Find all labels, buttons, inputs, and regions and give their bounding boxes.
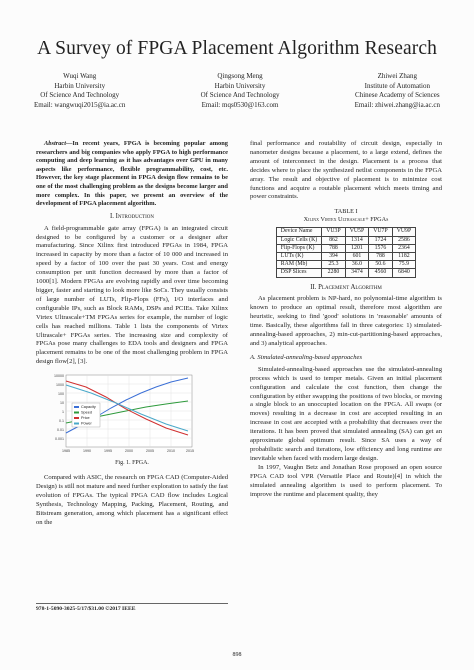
legend-label: Capacity	[81, 405, 96, 410]
author-2	[201, 72, 280, 110]
table-cell: DSP Slices	[276, 269, 321, 277]
table-cell: 3474	[345, 269, 369, 277]
table-cell: 6840	[392, 269, 416, 277]
subsection-heading-sa: A. Simulated-annealing-based approaches	[250, 353, 363, 361]
table-header-row	[276, 228, 415, 236]
author-3	[355, 72, 440, 110]
table-cell: 1576	[369, 244, 393, 252]
x-tick: 2015	[186, 449, 194, 454]
table-cell: 1724	[369, 236, 393, 244]
table-row	[276, 236, 415, 244]
np-hard-paragraph: As placement problem is NP-hard, no polynomial-time algorithm is known to produce an optimal result, therefore most algorithm are heuristic, seeking to find 'good' solutions in 'reasonable' amounts of time. Basically, these algorithms fall in three categories: 1) simulated-annealing-based approaches, 2) min-cut-partitioning-based approaches, and 3) analytical approaches.	[250, 295, 442, 347]
page-number: 898	[232, 652, 242, 658]
left-column	[36, 140, 228, 528]
table-header-cell: VU9P	[392, 228, 416, 236]
author-affiliation-2: Chinese Academy of Sciences	[355, 91, 440, 100]
table-cell: 1314	[345, 236, 369, 244]
y-tick: 1000	[56, 383, 64, 388]
virtex-table	[276, 227, 416, 277]
figure-caption: Fig. 1. FPGA.	[115, 460, 149, 467]
table-cell: 75.9	[392, 261, 416, 269]
author-name: Wuqi Wang	[63, 72, 97, 80]
x-tick: 1985	[62, 449, 70, 454]
author-affiliation-1: Harbin University	[54, 81, 106, 90]
table-header-cell: VU7P	[369, 228, 393, 236]
fpga-trend-figure	[36, 373, 228, 457]
legend-label: Price	[81, 416, 90, 421]
cad-paragraph: Compared with ASIC, the research on FPGA CAD (Computer-Aided Design) is still not mature and need further exploration to satisfy the fast evolution of FPGAs. The typical FPGA CAD flow includes Logical Synthesis, Technology Mapping, Packing, Placement, Routing, and Bitstream generation, among which placement has a significant effect on the	[36, 474, 228, 526]
author-affiliation-2: Of Science And Technology	[200, 91, 280, 100]
abstract-text: —In recent years, FPGA is becoming popular among researchers and big companies who apply FPGA to high performance computing and deep learning as it has advantages over GPU in many aspects like performance, flexible programmability, cost, etc. However, the key stage placement in FPGA design flow remains to be one of the most challenging problem as the designs become larger and more complex. In this paper, we present an overview of the development of FPGA placement algorithm.	[36, 140, 228, 208]
table-cell: 2364	[392, 244, 416, 252]
x-tick: 2010	[167, 449, 175, 454]
paper-title: A Survey of FPGA Placement Algorithm Research	[37, 38, 437, 59]
table-cell: 1201	[345, 244, 369, 252]
table-cell: 4560	[369, 269, 393, 277]
table-cell: 601	[345, 252, 369, 260]
author-1	[34, 72, 125, 110]
x-tick-labels	[62, 449, 194, 453]
abstract-label: Abstract	[44, 140, 67, 147]
y-tick: 0.01	[57, 428, 64, 433]
y-tick: 10000	[54, 374, 64, 379]
author-affiliation-1: Harbin University	[214, 81, 266, 90]
right-column	[250, 140, 442, 499]
y-tick: 0.1	[59, 419, 64, 424]
legend-swatch-speed	[74, 412, 79, 414]
y-tick: 0.001	[55, 437, 64, 442]
table-header-cell: VU3P	[322, 228, 346, 236]
table-cell: 788	[369, 252, 393, 260]
legend-label: Power	[81, 421, 92, 426]
table-caption	[250, 208, 442, 224]
x-tick: 1990	[83, 449, 91, 454]
table-cell: 2280	[322, 269, 346, 277]
x-tick: 1995	[104, 449, 112, 454]
table-row	[276, 244, 415, 252]
legend-swatch-capacity	[74, 406, 79, 408]
legend-label: Speed	[81, 410, 92, 415]
author-name: Zhiwei Zhang	[377, 72, 418, 80]
table-header-cell: VU5P	[345, 228, 369, 236]
legend-swatch-power	[74, 423, 79, 425]
y-tick: 1	[62, 410, 64, 415]
table-cell: Flip-Flops (K)	[276, 244, 321, 252]
section-heading-placement-algorithm: II. Placement Algorithm	[310, 283, 382, 291]
vpr-paragraph: In 1997, Vaughn Betz and Jonathan Rose proposed an open source FPGA CAD tool VPR (Versatile Place and Route)[4] in which the simulated annealing algorithm is used to perform placement. To improve the runtime and placement quality, they	[250, 463, 442, 498]
table-cell: 25.3	[322, 261, 346, 269]
author-affiliation-1: Institute of Automation	[364, 81, 430, 90]
table-title: Xilinx Virtex Ultrascale+ FPGAs	[303, 216, 389, 224]
x-tick: 2000	[125, 449, 133, 454]
author-block	[34, 72, 440, 110]
table-header-cell: Device Name	[276, 228, 321, 236]
table-cell: 50.6	[369, 261, 393, 269]
legend-swatch-price	[74, 417, 79, 419]
table-cell: RAM (Mb)	[276, 261, 321, 269]
table-cell: 862	[322, 236, 346, 244]
x-tick: 2005	[146, 449, 154, 454]
table-row	[276, 252, 415, 260]
y-tick: 10	[60, 401, 64, 406]
table-cell: 1182	[392, 252, 416, 260]
table-cell: Logic Cells (K)	[276, 236, 321, 244]
intro-paragraph: A field-programmable gate array (FPGA) is an integrated circuit designed to be configured by a customer or a designer after manufacturing. Since Xilinx first introduced FPGAs in 1984, FPGA increased in capacity by more than a factor of 10 000 and increased in speed by a factor of 100 over the past 30 years. Cost and energy consumption per unit function decreased by more than a factor of 1000[1]. Modern FPGAs are evolving rapidly and over time becoming bigger, faster and starting to look more like SoCs. They usually consists of large number of LUTs, Flip-Flops (FFs), I/O interfaces and configurable IPs, such as Block RAMs, DSPs and PCIEs. Take Xilinx Virtex Ultrascale+TM FPGAs series for example, the number of logic cells has reached millions. Table 1 lists the components of Virtex Ultrascale+ FPGAs series. The increasing size and complexity of FPGAs pose many challenges to EDA tools and designers and FPGA placement remains to be one of the most challenging problem in FPGA design flow[2], [3].	[36, 224, 228, 366]
table-cell: 2586	[392, 236, 416, 244]
figure-fpga	[36, 373, 228, 457]
table-row	[276, 269, 415, 277]
section-heading-introduction: I. Introduction	[109, 212, 155, 220]
placement-paragraph: final performance and routability of circuit design, especially in nanometer designs because a placement, to a large extend, defines the amount of interconnect in the design. Placement is a process that decides where to place the synthesized netlist components in the FPGA array. The result and objective of placement is to minimize cost functions and acquire a routable placement which meets timing and power constraints.	[250, 140, 442, 201]
legend	[72, 403, 100, 427]
author-email: Email: zhiwei.zhang@ia.ac.cn	[354, 100, 440, 109]
y-tick-labels	[54, 374, 64, 441]
y-tick: 100	[58, 392, 64, 397]
table-cell: 394	[322, 252, 346, 260]
abstract	[36, 140, 228, 209]
table-row	[276, 261, 415, 269]
author-email: Email: mqs0530@163.com	[201, 100, 279, 109]
table-cell: 36.0	[345, 261, 369, 269]
table-number: TABLE I	[334, 208, 358, 216]
copyright-footer: 978-1-5090-3025-5/17/$31.00 ©2017 IEEE	[36, 603, 228, 612]
table-cell: LUTs (K)	[276, 252, 321, 260]
sa-paragraph: Simulated-annealing-based approaches use the simulated-annealing process which is used to temper metals. Given an initial placement configuration and calculate the cost function, then change the configuration by either swapping the positions of two blocks, or moving a single block to an unoccupied location on the FPGA. All swaps (or moves) resulting in a decrease in cost are accepted resulting in an increase in cost are accepted with a probability that decreases over the iterations. It has been proved that simulated annealing (SA) can get an approximate global optimum result. Since SA uses a way of probabilistic search and iterations, low efficiency and long runtime are inevitable when faced with modern large design.	[250, 365, 442, 462]
author-affiliation-2: Of Science And Technology	[40, 91, 120, 100]
author-name: Qingsong Meng	[217, 72, 263, 80]
table-cell: 788	[322, 244, 346, 252]
author-email: Email: wangwuqi2015@ia.ac.cn	[34, 100, 126, 109]
